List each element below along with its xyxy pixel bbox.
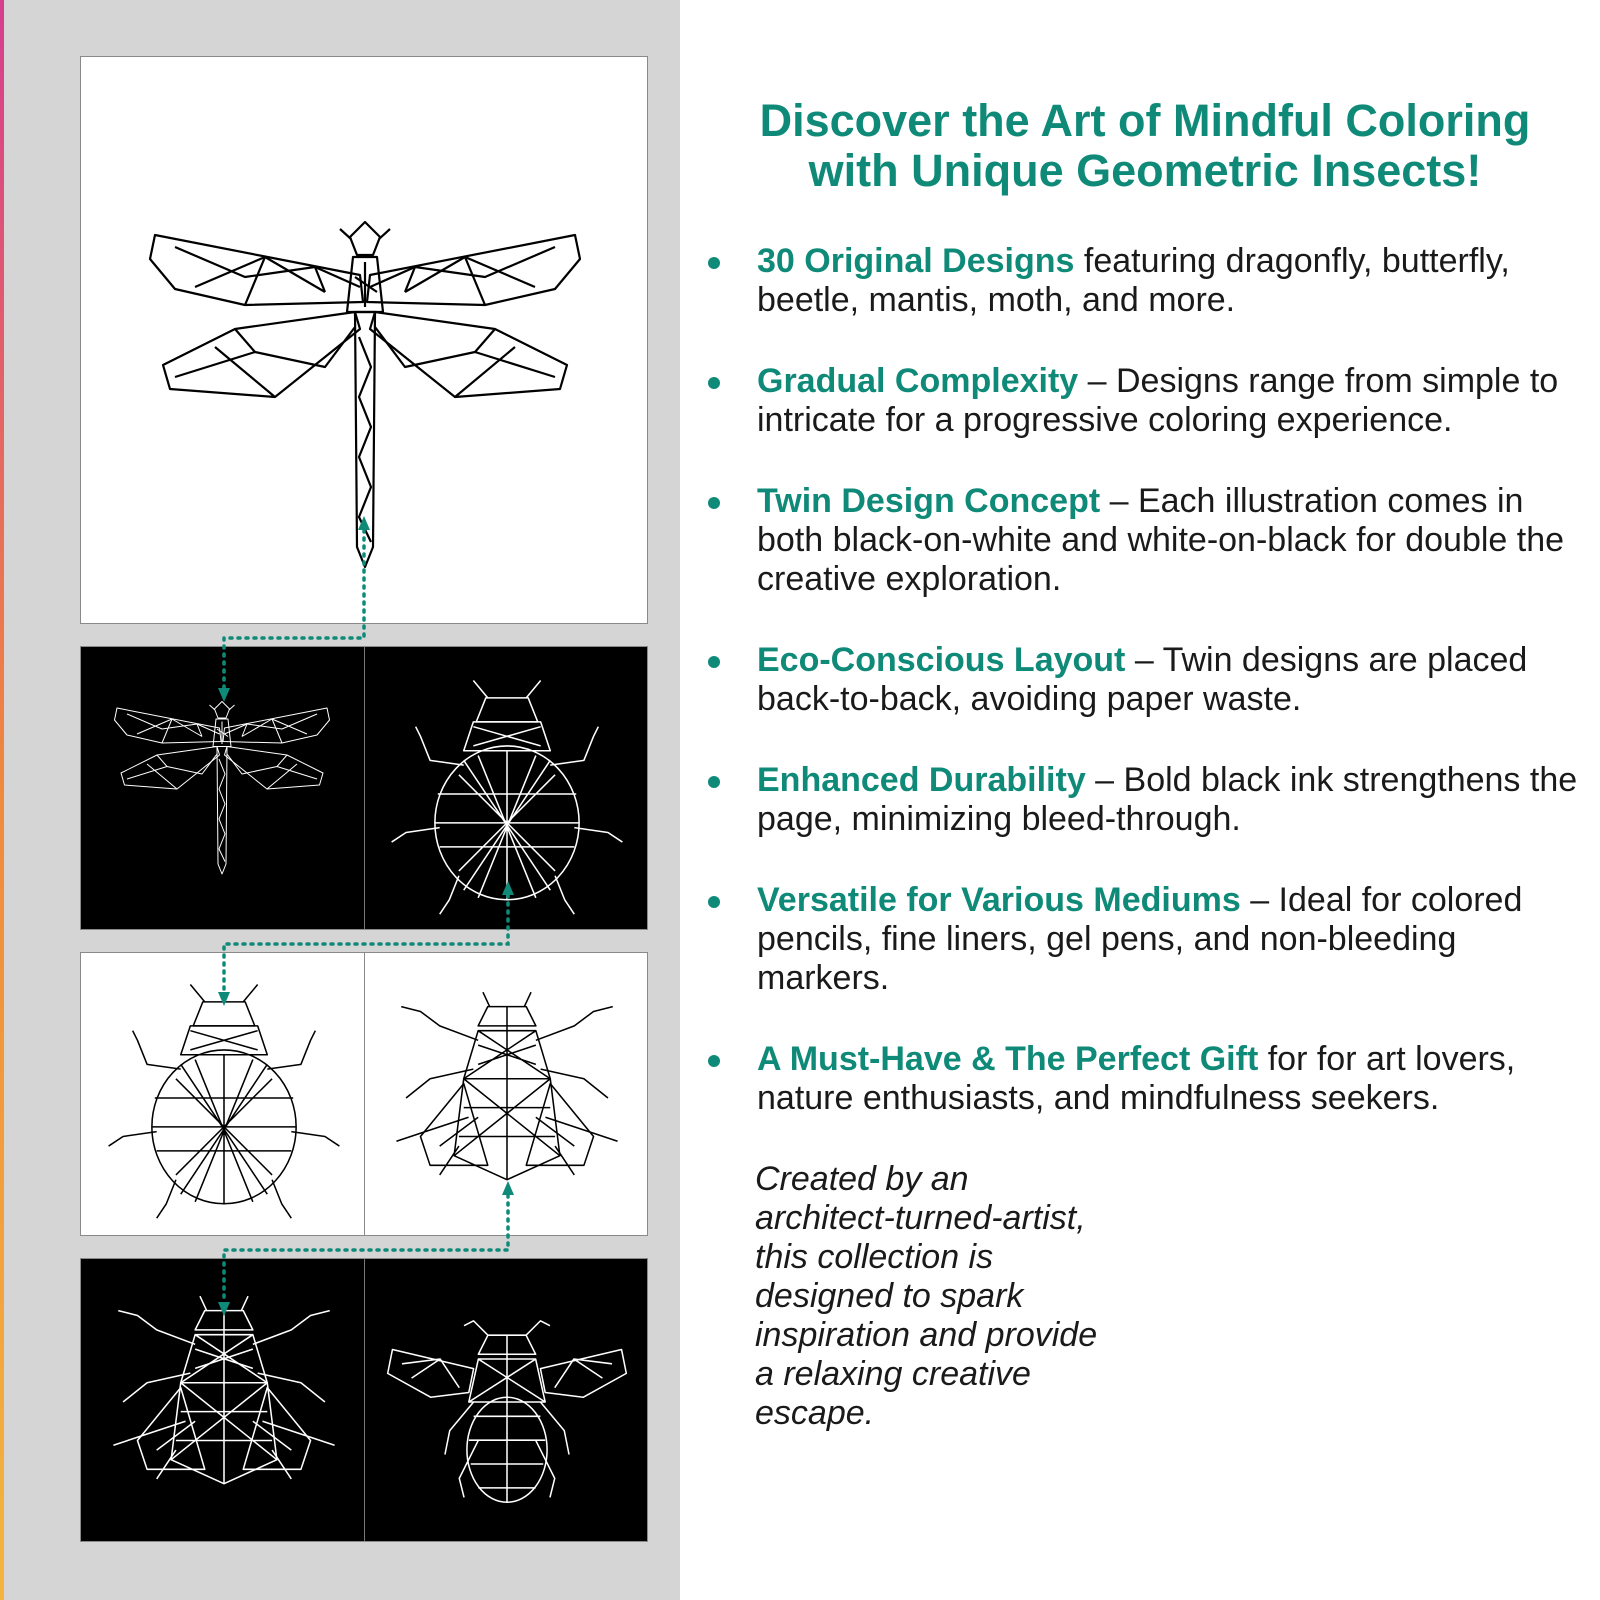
feature-item xyxy=(700,1040,1590,1118)
feature-heading: 30 Original Designs xyxy=(757,242,1075,280)
bullet-icon xyxy=(708,776,720,788)
feature-item xyxy=(700,761,1590,839)
feature-item xyxy=(700,482,1590,599)
bullet-icon xyxy=(708,377,720,389)
tagline: Created by an architect-turned-artist, this collection is designed to spark inspiration and provide a relaxing creative escape. xyxy=(755,1160,1098,1432)
feature-text: – Twin designs are placed back-to-back, avoiding paper waste. xyxy=(757,641,1528,718)
feature-heading: Gradual Complexity xyxy=(757,362,1079,400)
feature-heading: Enhanced Durability xyxy=(757,761,1086,799)
feature-text: – Designs range from simple to intricate for a progressive coloring experience. xyxy=(757,362,1559,439)
tile-row-black-1 xyxy=(80,646,648,930)
feature-heading: Twin Design Concept xyxy=(757,482,1101,520)
bullet-icon xyxy=(708,656,720,668)
dragonfly-icon xyxy=(97,699,347,879)
title-line-1: Discover the Art of Mindful Coloring xyxy=(759,95,1531,146)
beetle-icon xyxy=(99,973,349,1223)
feature-list xyxy=(700,242,1590,1118)
dragonfly-icon xyxy=(115,217,615,577)
bullet-icon xyxy=(708,896,720,908)
feature-heading: A Must-Have & The Perfect Gift xyxy=(757,1040,1259,1078)
tile-dragonfly-large xyxy=(80,56,648,624)
feature-item xyxy=(700,641,1590,719)
bee-icon xyxy=(382,1297,632,1507)
title-line-2: with Unique Geometric Insects! xyxy=(808,145,1482,196)
feature-heading: Versatile for Various Mediums xyxy=(757,881,1241,919)
feature-text: for for art lovers, nature enthusiasts, and mindfulness seekers. xyxy=(757,1040,1516,1117)
feature-item xyxy=(700,362,1590,440)
feature-heading: Eco-Conscious Layout xyxy=(757,641,1126,679)
bullet-icon xyxy=(708,497,720,509)
feature-item xyxy=(700,242,1590,320)
feature-text: – Each illustration comes in both black-on-white and white-on-black for double the creative exploration. xyxy=(757,482,1565,598)
fly-icon xyxy=(382,973,632,1223)
tile-row-white xyxy=(80,952,648,1236)
feature-text: – Bold black ink strengthens the page, minimizing bleed-through. xyxy=(757,761,1578,838)
feature-text: – Ideal for colored pencils, fine liners, gel pens, and non-bleeding markers. xyxy=(757,881,1523,997)
feature-text: featuring dragonfly, butterfly, beetle, mantis, moth, and more. xyxy=(757,242,1510,319)
tile-row-black-2 xyxy=(80,1258,648,1542)
page-title xyxy=(700,96,1590,196)
feature-item xyxy=(700,881,1590,998)
fly-icon xyxy=(99,1277,349,1527)
feature-column xyxy=(700,96,1590,1433)
bullet-icon xyxy=(708,257,720,269)
bullet-icon xyxy=(708,1055,720,1067)
beetle-icon xyxy=(382,669,632,919)
